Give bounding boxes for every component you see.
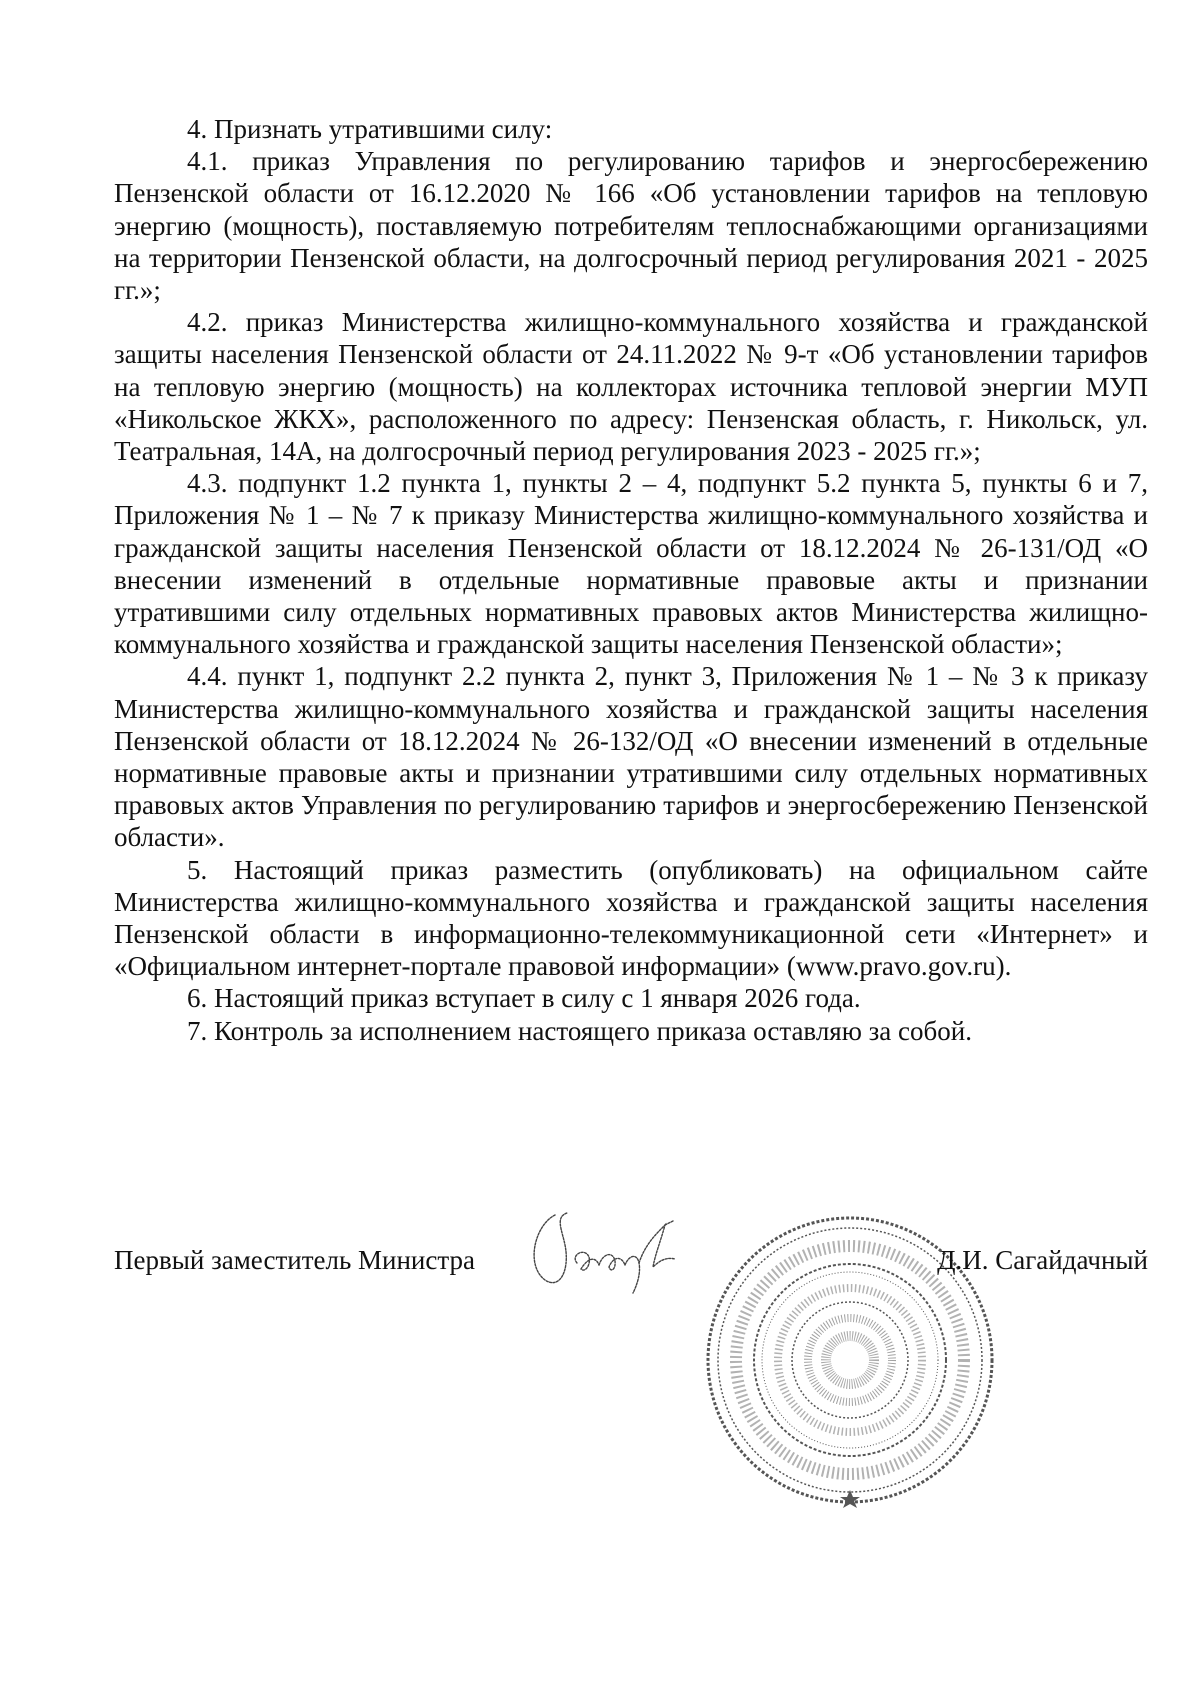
- signer-name: Д.И. Сагайдачный: [937, 1245, 1148, 1275]
- paragraph-7: 7. Контроль за исполнением настоящего приказа оставляю за собой.: [187, 1015, 972, 1046]
- paragraph-4-3: 4.3. подпункт 1.2 пункта 1, пункты 2 – 4, подпункт 5.2 пункта 5, пункты 6 и 7, Приложения № 1 – № 7 к приказу Министерства жилищно-коммунального хозяйства и гражданской защиты населения Пензенской области от 18.12.2024 № 26-131/ОД «О внесении изменений в отдельные нормативные правовые акты и признании утратившими силу отдельных нормативных правовых актов Министерства жилищно-коммунального хозяйства и гражданской защиты населения Пензенской области»;: [114, 468, 1148, 660]
- paragraph-5: 5. Настоящий приказ разместить (опубликовать) на официальном сайте Министерства жилищно-коммунального хозяйства и гражданской защиты населения Пензенской области в информационно-телекоммуникационной сети «Интернет» и «Официальном интернет-портале правовой информации» (www.pravo.gov.ru).: [114, 854, 1148, 982]
- order-body: [114, 113, 1148, 1047]
- paragraph-4-2: 4.2. приказ Министерства жилищно-коммунального хозяйства и гражданской защиты населения Пензенской области от 24.11.2022 № 9-т «Об установлении тарифов на тепловую энергию (мощность) на коллекторах источника тепловой энергии МУП «Никольское ЖКХ», расположенного по адресу: Пензенская область, г. Никольск, ул. Театральная, 14А, на долгосрочный период регулирования 2023 - 2025 гг.»;: [114, 307, 1148, 467]
- paragraph-6: 6. Настоящий приказ вступает в силу с 1 января 2026 года.: [187, 983, 861, 1014]
- signer-title: Первый заместитель Министра: [114, 1245, 475, 1275]
- paragraph-4: 4. Признать утратившими силу:: [187, 114, 553, 144]
- signature-block: [114, 1244, 1148, 1284]
- paragraph-4-1: 4.1. приказ Управления по регулированию тарифов и энергосбережению Пензенской области от 16.12.2020 № 166 «Об установлении тарифов на тепловую энергию (мощность), поставляемую потребителям теплоснабжающими организациями на территории Пензенской области, на долгосрочный период регулирования 2021 - 2025 гг.»;: [114, 146, 1148, 306]
- paragraph-4-4: 4.4. пункт 1, подпункт 2.2 пункта 2, пункт 3, Приложения № 1 – № 3 к приказу Министерства жилищно-коммунального хозяйства и гражданской защиты населения Пензенской области от 18.12.2024 № 26-132/ОД «О внесении изменений в отдельные нормативные правовые акты и признании утратившими силу отдельных нормативных правовых актов Управления по регулированию тарифов и энергосбережению Пензенской области».: [114, 661, 1148, 853]
